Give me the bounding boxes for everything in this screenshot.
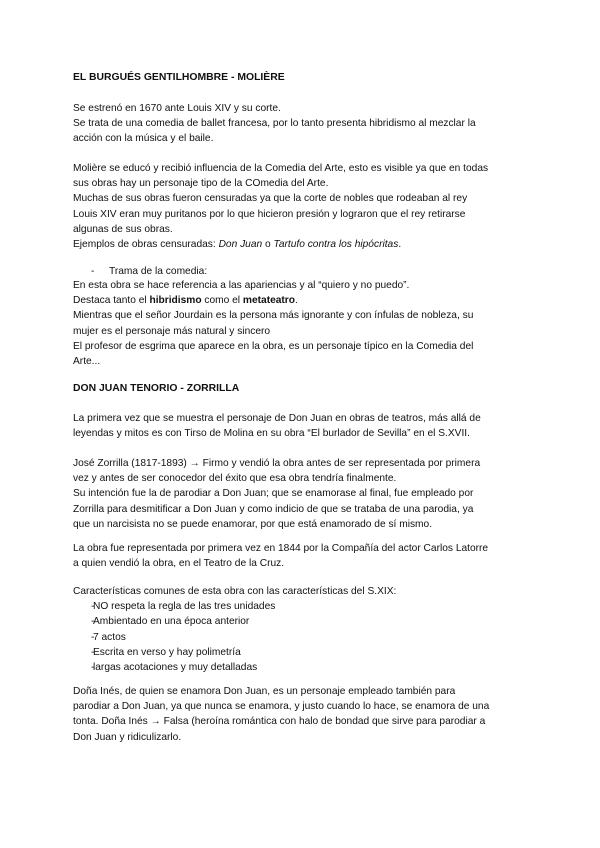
text-line: tonta. Doña Inés → Falsa (heroína romántica con halo de bondad que sirve para parodiar a	[73, 716, 486, 728]
section-title-burgues: EL BURGUÉS GENTILHOMBRE - MOLIÈRE	[73, 72, 285, 83]
paragraph-moliere	[73, 161, 533, 252]
paragraph-primera-vez	[73, 411, 533, 441]
highlight-line	[73, 293, 533, 308]
text-line: José Zorrilla (1817-1893) → Firmo y vendió la obra antes de ser representada por primera	[73, 458, 481, 469]
text-line: algunas de sus obras.	[73, 223, 173, 235]
text-line: Se trata de una comedia de ballet francesa, por lo tanto presenta hibridismo al mezclar la	[73, 118, 476, 130]
text-line: Muchas de sus obras fueron censuradas ya que la corte de nobles que rodeaban al rey	[73, 193, 468, 205]
text-line: Características comunes de esta obra con las características del S.XIX:	[73, 586, 397, 597]
text-fragment: .	[295, 295, 298, 307]
list-item: - Ambientado en una época anterior	[73, 614, 533, 629]
paragraph-caracteristicas	[73, 584, 533, 675]
bullet-text: Trama de la comedia:	[109, 266, 208, 277]
text-fragment: como el	[204, 295, 241, 307]
text-line: sus obras hay un personaje tipo de la COmedia del Arte.	[73, 178, 329, 190]
paragraph-zorrilla	[73, 456, 533, 532]
examples-prefix: Ejemplos de obras censuradas:	[73, 239, 216, 251]
paragraph-trama	[73, 278, 533, 369]
list-item: - Escrita en verso y hay polimetría	[73, 645, 533, 660]
text-line: Doña Inés, de quien se enamora Don Juan, es un personaje empleado también para	[73, 686, 456, 697]
bold-term-metateatro: metateatro	[242, 295, 295, 307]
text-line: acción con la música y el baile.	[73, 133, 214, 145]
text-line: Don Juan y ridiculizarlo.	[73, 731, 182, 743]
text-line: vez y antes de ser conocedor del éxito que esa obra tendría finalmente.	[73, 473, 397, 485]
section-title-don-juan: DON JUAN TENORIO - ZORRILLA	[73, 383, 240, 394]
text-line: El profesor de esgrima que aparece en la obra, es un personaje típico en la Comedia del	[73, 340, 474, 352]
paragraph-representacion	[73, 541, 533, 571]
work-title-don-juan: Don Juan	[218, 239, 263, 251]
paragraph-estreno	[73, 101, 533, 147]
dash-bullet-icon: -	[91, 266, 95, 277]
paragraph-dona-ines	[73, 684, 533, 745]
text-line: leyendas y mitos es con Tirso de Molina en su obra “El burlador de Sevilla” en el S.XVII.	[73, 428, 470, 440]
text-line: Louis XIV eran muy puritanos por lo que hicieron presión y lograron que el rey retirarse	[73, 208, 466, 220]
text-line: La primera vez que se muestra el personaje de Don Juan en obras de teatros, más allá de	[73, 413, 481, 424]
text-line: Zorrilla para desmitificar a Don Juan y como indicio de que se trataba de una parodia, ya	[73, 503, 474, 515]
text-line: Su intención fue la de parodiar a Don Juan; que se enamorase al final, fue empleado por	[73, 488, 474, 500]
work-title-tartufo: Tartufo contra los hipócritas	[273, 239, 399, 251]
text-line: Se estrenó en 1670 ante Louis XIV y su corte.	[73, 103, 281, 114]
text-line: En esta obra se hace referencia a las apariencias y al “quiero y no puedo”.	[73, 280, 410, 291]
text-line: La obra fue representada por primera vez en 1844 por la Compañía del actor Carlos Latorre	[73, 543, 489, 554]
list-item: - NO respeta la regla de las tres unidades	[73, 599, 533, 614]
text-line: Molière se educó y recibió influencia de la Comedia del Arte, esto es visible ya que en todas	[73, 163, 489, 174]
text-line: a quien vendió la obra, en el Teatro de la Cruz.	[73, 558, 285, 570]
text-line: Arte...	[73, 356, 101, 368]
connector-text: o	[265, 239, 271, 251]
characteristics-list	[73, 599, 533, 675]
text-line: que un narcisista no se puede enamorar, por que está enamorado de sí mismo.	[73, 518, 433, 530]
list-item: - largas acotaciones y muy detalladas	[73, 660, 533, 675]
list-item: - 7 actos	[73, 630, 533, 645]
text-line: parodiar a Don Juan, ya que nunca se enamora, y justo cuando lo hace, se enamora de una	[73, 701, 490, 713]
examples-suffix: .	[398, 239, 402, 251]
bold-term-hibridismo: hibridismo	[149, 295, 202, 307]
text-line: Mientras que el señor Jourdain es la persona más ignorante y con ínfulas de nobleza, su	[73, 310, 474, 322]
text-fragment: Destaca tanto el	[73, 295, 147, 307]
censored-works-line	[73, 237, 533, 252]
text-line: mujer es el personaje más natural y sincero	[73, 325, 271, 337]
bullet-trama	[73, 264, 533, 279]
